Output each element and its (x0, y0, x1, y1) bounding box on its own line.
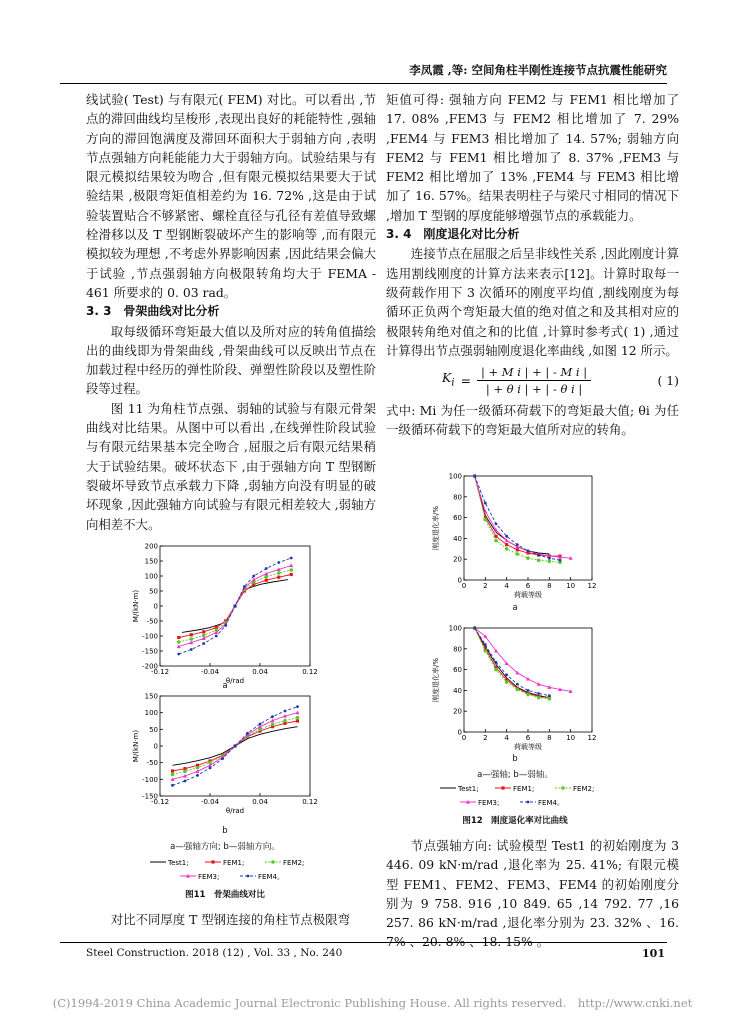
fig11-caption: 图11 骨架曲线对比 (185, 890, 265, 900)
y-axis-label: M/(kN·m) (132, 589, 140, 623)
y-tick-label: -50 (146, 617, 158, 626)
page-number: 101 (642, 947, 665, 960)
eq-denominator: | + θ i | + | - θ i | (485, 382, 583, 397)
fig12-caption: 图12 刚度退化率对比曲线 (462, 816, 568, 826)
x-tick-label: -0.12 (150, 798, 170, 806)
data-point (246, 732, 249, 735)
data-point (271, 723, 275, 727)
x-tick-label: 10 (566, 582, 576, 590)
data-point (271, 860, 275, 864)
data-point (177, 653, 180, 656)
y-tick-label: 80 (453, 645, 462, 654)
y-tick-label: -200 (142, 662, 158, 671)
data-point (494, 539, 498, 543)
x-tick-label: 4 (504, 734, 509, 742)
x-tick-label: 10 (566, 734, 576, 742)
data-point (526, 677, 530, 681)
paragraph: 节点强轴方向: 试验模型 Test1 的初始刚度为 3 446. 09 kN·m/rad ,退化率为 25. 41%; 有限元模型 FEM1、FEM2、FEM3、FEM4 的初始刚度分别为 9 758. 916 ,10 849. 65 ,14 792. 77 ,16 257. 86 kN·m/rad ,退化率分别为 23. 32% 、16. 7% 、20. 8% 、18. 15% 。 (386, 838, 679, 950)
x-tick-label: 2 (483, 582, 488, 590)
header-rule (60, 83, 667, 84)
y-tick-label: -150 (142, 647, 158, 656)
data-point (247, 875, 250, 878)
y-tick-label: 100 (448, 624, 462, 633)
paragraph: 取每级循环弯矩最大值以及所对应的转角值描绘出的曲线即为骨架曲线 ,骨架曲线可以反映出节点在加载过程中经历的弹性阶段、弹塑性阶段以及塑性阶段等过程。 (86, 323, 376, 397)
x-axis-label: θ/rad (225, 677, 245, 685)
x-tick-label: 12 (587, 734, 597, 742)
y-axis-label: 刚度退化率/% (432, 505, 440, 551)
data-point (548, 697, 552, 701)
data-point (183, 770, 187, 774)
y-tick-label: 100 (144, 709, 158, 718)
data-point (264, 575, 268, 579)
series-line (475, 476, 571, 558)
data-point (494, 535, 497, 538)
eq-lhs: K (442, 370, 452, 386)
fig11a-chart (130, 540, 320, 690)
running-title: 李凤霞 ,等: 空间角柱半刚性连接节点抗震性能研究 (409, 63, 667, 77)
data-point (495, 522, 498, 525)
x-axis-label: 荷载等级 (514, 743, 542, 751)
y-tick-label: 0 (457, 728, 462, 737)
x-tick-label: 0.04 (252, 668, 268, 676)
x-tick-label: 2 (483, 734, 488, 742)
data-point (177, 640, 181, 644)
series-line (475, 628, 571, 691)
data-point (559, 559, 562, 562)
x-tick-label: 12 (587, 582, 597, 590)
data-point (505, 547, 509, 551)
paragraph: 线试验( Test) 与有限元( FEM) 对比。可以看出 ,节点的滞回曲线均呈梭形 ,表现出良好的耗能特性 ,强轴方向的滞回饱满度及滞回环面积大于弱轴方向 ,表明节点强轴方向耗能能力大于弱轴方向。试验结果与有限元模拟结果较为吻合 ,但有限元模拟结果要大于试验结果 ,极限弯矩值相差约为 16. 72% ,这是由于试验装置贴合不够紧密、螺栓直径与孔径有差值导致螺栓滑移以及 T 型钢断裂破坏产生的影响等 ,而有限元模拟较为理想 ,不考虑外界影响因素 ,因此结果会偏大于试验 ,节点强弱轴方向极限转角均大于 FEMA - 461 所要求的 0. 03 rad。 (86, 92, 376, 300)
y-tick-label: 80 (453, 493, 462, 502)
data-point (209, 767, 212, 770)
y-tick-label: 150 (144, 557, 158, 566)
data-point (196, 766, 200, 770)
data-point (277, 571, 281, 575)
data-point (484, 649, 488, 653)
fig11b-chart (130, 690, 320, 820)
data-point (516, 548, 519, 551)
data-point (501, 786, 504, 789)
legend-label: FEM4。 (538, 799, 564, 807)
data-point (252, 575, 255, 578)
data-point (516, 543, 519, 546)
y-tick-label: 100 (448, 472, 462, 481)
data-point (190, 648, 193, 651)
data-point (243, 585, 246, 588)
y-tick-label: 0 (457, 576, 462, 585)
data-point (296, 705, 299, 708)
plot-frame (464, 476, 592, 580)
legend-label: Test1; (458, 785, 479, 793)
data-point (505, 535, 508, 538)
data-point (505, 673, 508, 676)
data-point (202, 630, 205, 633)
data-point (190, 633, 193, 636)
x-axis-label: 荷载等级 (514, 591, 542, 599)
journal-info: Steel Construction. 2018 (12) , Vol. 33 , No. 240 (86, 947, 343, 959)
data-point (290, 557, 293, 560)
y-tick-label: 100 (144, 572, 158, 581)
fig12-legend (440, 782, 640, 812)
data-point (171, 769, 174, 772)
paragraph: 式中: Mi 为任一级循环荷载下的弯矩最大值; θi 为任一级循环荷载下的弯矩最大值所对应的转角。 (386, 403, 679, 438)
x-tick-label: 0.04 (252, 798, 268, 806)
fig11-legend-title: a—强轴方向; b—弱轴方向。 (170, 842, 280, 852)
data-point (296, 719, 299, 722)
series-line (475, 476, 550, 554)
data-point (296, 711, 300, 715)
fig12a-chart (430, 470, 600, 605)
left-column (86, 90, 376, 534)
data-point (527, 801, 530, 804)
data-point (484, 518, 488, 522)
data-point (259, 723, 262, 726)
data-point (526, 556, 530, 560)
data-point (234, 605, 237, 608)
y-tick-label: 0 (153, 602, 158, 611)
y-tick-label: 200 (144, 542, 158, 551)
data-point (202, 642, 205, 645)
watermark: (C)1994-2019 China Academic Journal Electronic Publishing House. All rights reserved. http://www.cnki.net (52, 996, 693, 1010)
x-axis-label: θ/rad (225, 807, 245, 815)
fig11-sub-a: a (222, 681, 228, 691)
data-point (494, 668, 498, 672)
legend-label: FEM4。 (258, 873, 284, 881)
y-tick-label: -100 (142, 632, 158, 641)
data-point (289, 568, 293, 572)
data-point (505, 543, 508, 546)
data-point (527, 689, 530, 692)
data-point (265, 567, 268, 570)
data-point (189, 637, 193, 641)
data-point (271, 715, 274, 718)
data-point (537, 696, 541, 700)
data-point (283, 719, 287, 723)
legend-label: FEM1; (223, 859, 245, 867)
data-point (211, 860, 214, 863)
data-point (277, 576, 280, 579)
fig12-sub-a: a (512, 603, 518, 613)
y-tick-label: 20 (453, 555, 462, 564)
data-point (171, 773, 175, 777)
fig12-legend-title: a—强轴; b—弱轴。 (477, 770, 553, 780)
data-point (516, 688, 520, 692)
data-point (548, 559, 552, 563)
y-tick-label: -50 (146, 759, 158, 768)
data-point (277, 561, 280, 564)
series-line (475, 628, 550, 698)
x-tick-label: -0.04 (200, 798, 220, 806)
data-point (284, 710, 287, 713)
eq-number: ( 1) (657, 373, 679, 388)
eq-equals: = (460, 373, 471, 388)
legend-label: Test1; (168, 859, 189, 867)
data-point (527, 549, 530, 552)
data-point (177, 636, 180, 639)
left-column-tail (86, 910, 376, 929)
x-tick-label: -0.04 (200, 668, 220, 676)
data-point (215, 635, 218, 638)
section-heading-3-4: 3. 4 刚度退化对比分析 (386, 227, 520, 242)
data-point (473, 475, 476, 478)
legend-label: FEM1; (513, 785, 535, 793)
data-point (537, 692, 540, 695)
legend-label: FEM2; (283, 859, 305, 867)
legend-label: FEM3; (478, 799, 500, 807)
y-tick-label: -100 (142, 775, 158, 784)
y-tick-label: -150 (142, 792, 158, 801)
data-point (184, 780, 187, 783)
data-point (537, 558, 541, 562)
data-point (290, 573, 293, 576)
data-point (505, 680, 509, 684)
series-line (475, 628, 550, 698)
paragraph: 连接节点在屈服之后呈非线性关系 ,因此刚度计算选用割线刚度的计算方法来表示[12]。计算时取每一级荷载作用下 3 次循环的刚度平均值 ,割线刚度为每循环正负两个弯矩最大值的绝对值之和及其相对应的极限转角绝对值之和的比值 ,计算时参考式( 1) ,通过计算得出节点强弱轴刚度退化率曲线 ,如图 12 所示。 (386, 246, 679, 358)
paragraph: 图 11 为角柱节点强、弱轴的试验与有限元骨架曲线对比结果。从图中可以看出 ,在线弹性阶段试验与有限元结果基本完全吻合 ,屈服之后有限元结果稍大于试验结果。破坏状态下 ,由于强轴方向 T 型钢断裂破坏导致节点承载力下降 ,弱轴方向没有明显的破坏现象 ,因此强轴方向试验与有限元相差较大 ,弱轴方向相差不大。 (86, 400, 376, 532)
section-heading-3-3: 3. 3 骨架曲线对比分析 (86, 304, 220, 319)
data-point (484, 502, 487, 505)
data-point (224, 624, 227, 627)
x-tick-label: 8 (547, 734, 552, 742)
data-point (516, 552, 520, 556)
data-point (171, 784, 174, 787)
data-point (537, 554, 540, 557)
right-column (386, 90, 679, 440)
y-tick-label: 20 (453, 707, 462, 716)
equation-1 (386, 360, 679, 401)
footer-rule (60, 942, 667, 943)
legend-label: FEM2; (573, 785, 595, 793)
data-point (296, 716, 300, 720)
x-tick-label: 0 (461, 582, 467, 590)
fig11-sub-b: b (222, 826, 228, 836)
data-point (548, 557, 551, 560)
legend-label: FEM3; (198, 873, 220, 881)
y-tick-label: 40 (453, 534, 462, 543)
x-tick-label: 0 (461, 734, 467, 742)
data-point (289, 564, 293, 568)
data-point (196, 774, 199, 777)
y-tick-label: 50 (149, 725, 158, 734)
data-point (526, 693, 530, 697)
fig11-legend (150, 856, 350, 886)
x-tick-label: 6 (525, 582, 531, 590)
y-tick-label: 0 (153, 742, 158, 751)
fig12-sub-b: b (512, 754, 518, 764)
y-tick-label: 40 (453, 686, 462, 695)
paragraph: 矩值可得: 强轴方向 FEM2 与 FEM1 相比增加了 17. 08% ,FEM3 与 FEM2 相比增加了 7. 29% ,FEM4 与 FEM3 相比增加了 14. 57%; 弱轴方向 FEM2 与 FEM1 相比增加了 8. 37% ,FEM3 与 FEM2 相比增加了 13% ,FEM4 与 FEM3 相比增加了 16. 57%。结果表明柱子与梁尺寸相同的情况下 ,增加 T 型钢的厚度能够增强节点的承载能力。 (386, 92, 679, 223)
paragraph: 对比不同厚度 T 型钢连接的角柱节点极限弯 (110, 912, 350, 927)
data-point (473, 627, 476, 630)
y-axis-label: 刚度退化率/% (432, 657, 440, 703)
x-tick-label: 8 (547, 582, 552, 590)
right-column-tail (386, 836, 679, 952)
x-tick-label: 0.12 (302, 798, 318, 806)
data-point (561, 786, 565, 790)
y-axis-label: M/(kN·m) (132, 729, 140, 763)
eq-sub: i (451, 376, 455, 389)
x-tick-label: 6 (525, 734, 531, 742)
data-point (516, 683, 519, 686)
y-tick-label: 60 (453, 514, 462, 523)
x-tick-label: -0.12 (150, 668, 170, 676)
eq-numerator: | + M i | + | - M i | (477, 364, 591, 381)
data-point (196, 769, 200, 773)
y-tick-label: 150 (144, 692, 158, 701)
data-point (265, 579, 268, 582)
fig12b-chart (430, 622, 600, 757)
x-tick-label: 4 (504, 582, 509, 590)
data-point (484, 643, 487, 646)
series-line (475, 628, 550, 699)
data-point (495, 661, 498, 664)
y-tick-label: 60 (453, 666, 462, 675)
data-point (221, 757, 224, 760)
y-tick-label: 50 (149, 587, 158, 596)
data-point (234, 745, 237, 748)
x-tick-label: 0.12 (302, 668, 318, 676)
data-point (548, 694, 551, 697)
